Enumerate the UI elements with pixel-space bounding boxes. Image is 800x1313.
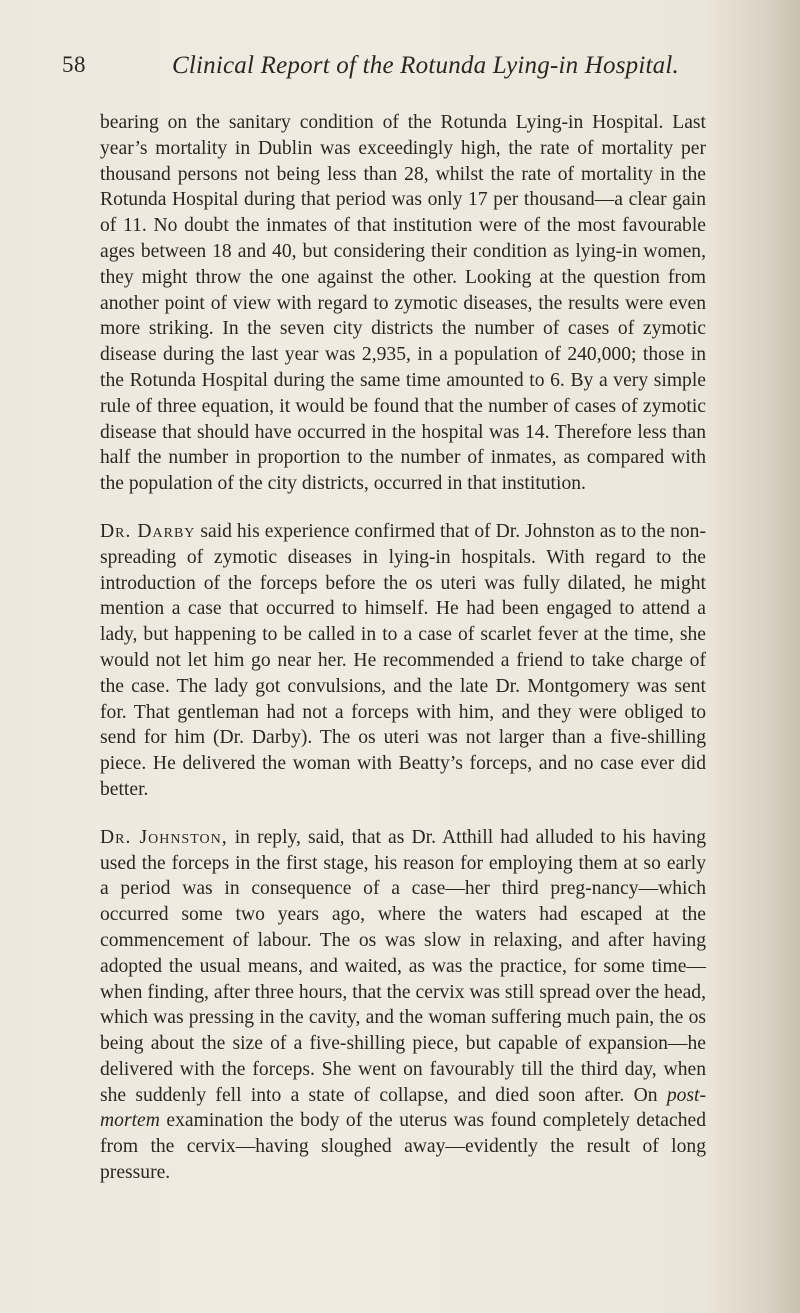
paragraph-dr-darby: [100, 519, 706, 803]
paragraph-text: in reply, said, that as Dr. Atthill had alluded to his having used the forceps in the first stage, his reason for employing them at so early a period was in consequence of a case—her third preg-nancy—which occurred some two years ago, where the waters had escaped at the commencement of labour. The os was slow in relaxing, and after having adopted the usual means, and waited, as was the practice, for some time—when finding, after three hours, that the cervix was still spread over the head, which was pressing in the cavity, and the woman suffering much pain, the os being about the size of a five-shilling piece, but capable of expansion—he delivered with the forceps. She went on favourably till the third day, when she suddenly fell into a state of collapse, and died soon after. On: [100, 826, 706, 1106]
paragraph-sanitary-condition: [100, 110, 706, 497]
speaker-name: Dr. Darby: [100, 520, 196, 542]
running-title: Clinical Report of the Rotunda Lying-in Hospital.: [172, 52, 679, 79]
page-header: [62, 52, 702, 92]
speaker-name: Dr. Johnston,: [100, 826, 228, 848]
paragraph-dr-johnston: [100, 825, 706, 1186]
paragraph-text: bearing on the sanitary condition of the Rotunda Lying-in Hospital. Last year’s mortality in Dublin was exceedingly high, the rate of mortality per thousand persons not being less than 28, whilst the rate of mortality in the Rotunda Hospital during that period was only 17 per thousand—a clear gain of 11. No doubt the inmates of that institution were of the most favourable ages between 18 and 40, but considering their condition as lying-in women, they might throw the one against the other. Looking at the question from another point of view with regard to zymotic diseases, the results were even more striking. In the seven city districts the number of cases of zymotic disease during the last year was 2,935, in a population of 240,000; those in the Rotunda Hospital during the same time amounted to 6. By a very simple rule of three equation, it would be found that the number of cases of zymotic disease that should have occurred in the hospital was 14. Therefore less than half the number in proportion to the number of inmates, as compared with the population of the city districts, occurred in that institution.: [100, 112, 706, 495]
paragraph-text: examination the body of the uterus was found completely detached from the cervix—having sloughed away—evidently the result of long pressure.: [100, 1110, 706, 1184]
page-number: 58: [62, 52, 86, 77]
body-text: [100, 110, 706, 1208]
italic-term: post-mortem: [100, 1084, 706, 1132]
paragraph-text: said his experience confirmed that of Dr. Johnston as to the non-spreading of zymotic diseases in lying-in hospitals. With regard to the introduction of the forceps before the os uteri was fully dilated, he might mention a case that occurred to himself. He had been engaged to attend a lady, but happening to be called in to a case of scarlet fever at the time, she would not let him go near her. He recommended a friend to take charge of the case. The lady got convulsions, and the late Dr. Montgomery was sent for. That gentleman had not a forceps with him, and they were obliged to send for him (Dr. Darby). The os uteri was not larger than a five-shilling piece. He delivered the woman with Beatty’s forceps, and no case ever did better.: [100, 520, 706, 800]
